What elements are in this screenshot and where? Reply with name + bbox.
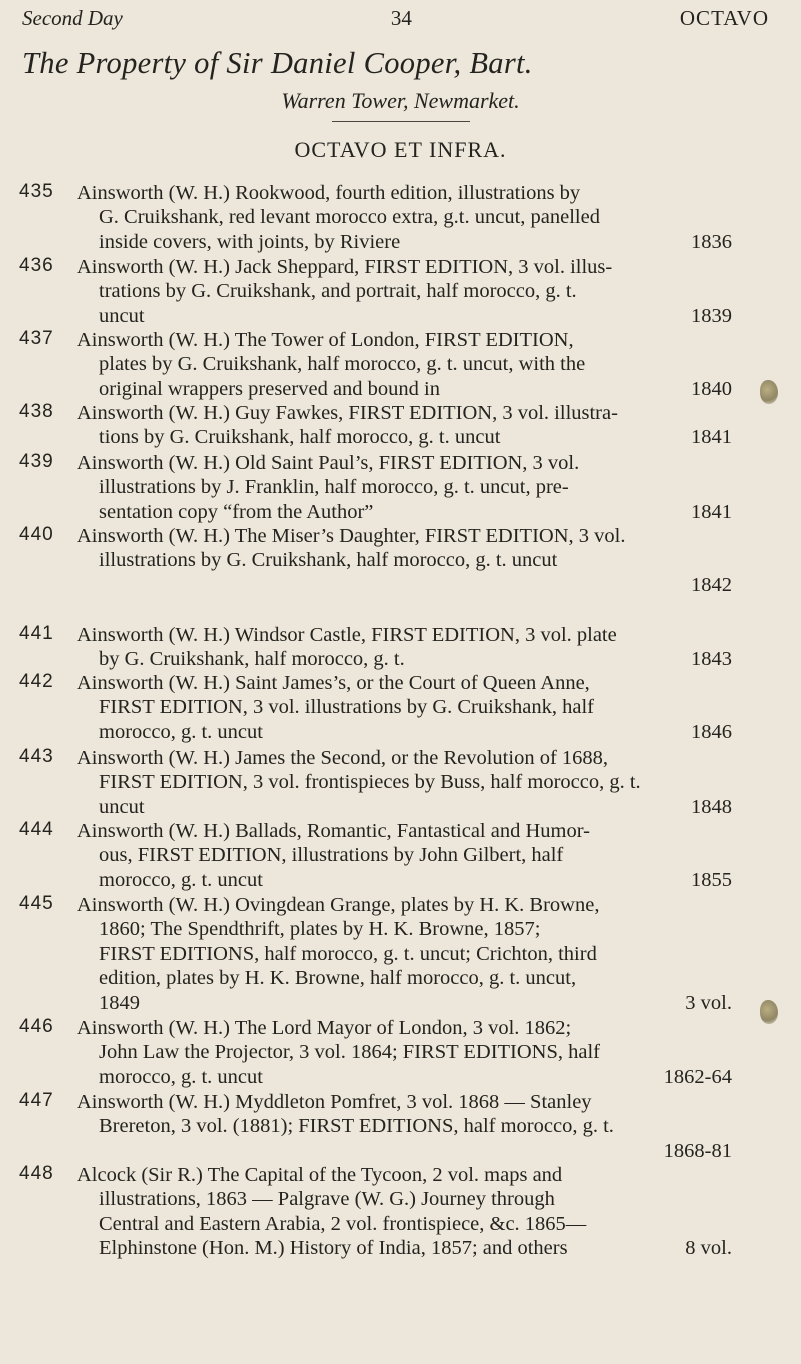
lot-description-line: plates by G. Cruikshank, half morocco, g. t. uncut, with the	[99, 353, 586, 376]
lot-date: 1868-81	[663, 1139, 732, 1162]
lot-description-line: 1849 3 vol.	[99, 991, 732, 1014]
foxing-spot	[760, 380, 778, 404]
lot-description-line: trations by G. Cruikshank, and portrait, half morocco, g. t.	[99, 280, 577, 303]
lot-description-line: Ainsworth (W. H.) The Lord Mayor of London, 3 vol. 1862;	[77, 1017, 572, 1039]
lot-date: 1841	[691, 500, 732, 523]
lot-description	[78, 819, 732, 892]
lot-description-line: sentation copy “from the Author” 1841	[99, 500, 732, 523]
lot-number: 444	[19, 819, 54, 840]
lot-description-line: uncut 1848	[99, 795, 732, 818]
lot-description	[78, 255, 732, 328]
lot-date: 1842	[691, 573, 732, 596]
lot-description-line: Ainsworth (W. H.) Saint James’s, or the Court of Queen Anne,	[77, 672, 590, 694]
lot-number: 441	[19, 623, 54, 644]
lot-description-line: Ainsworth (W. H.) Ballads, Romantic, Fantastical and Humor-	[77, 820, 590, 842]
lot-description-line: morocco, g. t. uncut 1846	[99, 720, 732, 743]
lot-description-line: uncut 1839	[99, 304, 732, 327]
lot-date: 1862-64	[663, 1065, 732, 1088]
lot-description	[78, 524, 732, 597]
page-title: The Property of Sir Daniel Cooper, Bart.	[22, 46, 533, 80]
running-head	[22, 6, 769, 31]
lot-date: 1843	[691, 648, 732, 671]
lot-number: 448	[19, 1163, 54, 1184]
lot-description-line: G. Cruikshank, red levant morocco extra, g.t. uncut, panelled	[99, 206, 600, 229]
lot-description-line: 1860; The Spendthrift, plates by H. K. Browne, 1857;	[99, 918, 541, 941]
lot-description-line	[78, 573, 732, 597]
lot-description-line: Ainsworth (W. H.) Ovingdean Grange, plates by H. K. Browne,	[77, 894, 600, 916]
lot-description	[78, 181, 732, 254]
lot-description-line: FIRST EDITION, 3 vol. frontispieces by Buss, half morocco, g. t.	[99, 771, 641, 794]
lot-description-line: Ainsworth (W. H.) Myddleton Pomfret, 3 vol. 1868 — Stanley	[77, 1091, 592, 1113]
lot-date: 8 vol.	[685, 1237, 732, 1260]
lot-description-line: inside covers, with joints, by Riviere 1836	[99, 230, 732, 253]
lot-description	[78, 746, 732, 819]
lot-date: 1848	[691, 795, 732, 818]
lot-description-line: Ainsworth (W. H.) The Miser’s Daughter, FIRST EDITION, 3 vol.	[77, 525, 626, 547]
lot-description-line: illustrations, 1863 — Palgrave (W. G.) Journey through	[99, 1188, 555, 1211]
lot-description-line: illustrations by G. Cruikshank, half morocco, g. t. uncut	[99, 549, 558, 572]
page-number: 34	[390, 6, 412, 30]
lot-description-line: morocco, g. t. uncut 1862-64	[99, 1065, 732, 1088]
lot-description-line: by G. Cruikshank, half morocco, g. t. 1843	[99, 648, 732, 671]
lot-date: 1846	[691, 720, 732, 743]
lot-description-line: illustrations by J. Franklin, half morocco, g. t. uncut, pre-	[99, 476, 569, 499]
lot-description-line	[78, 1139, 732, 1163]
lot-number: 446	[19, 1016, 54, 1037]
lot-description-line: Alcock (Sir R.) The Capital of the Tycoon, 2 vol. maps and	[77, 1164, 563, 1186]
lot-description-line: Ainsworth (W. H.) Windsor Castle, FIRST EDITION, 3 vol. plate	[77, 624, 617, 646]
lot-date: 1855	[691, 868, 732, 891]
lot-number: 436	[19, 255, 54, 276]
lot-description-line: Brereton, 3 vol. (1881); FIRST EDITIONS, half morocco, g. t.	[99, 1115, 614, 1138]
lot-date: 1841	[691, 426, 732, 449]
lot-description-line: Elphinstone (Hon. M.) History of India, 1857; and others 8 vol.	[99, 1237, 732, 1260]
lot-description	[78, 1163, 732, 1261]
lot-description-line: ous, FIRST EDITION, illustrations by John Gilbert, half	[99, 844, 564, 867]
page-subtitle: Warren Tower, Newmarket.	[281, 88, 520, 113]
lot-description	[78, 671, 732, 744]
title-rule	[332, 121, 470, 122]
lot-description-line: Ainsworth (W. H.) Jack Sheppard, FIRST EDITION, 3 vol. illus-	[77, 256, 613, 278]
lot-description-line: FIRST EDITIONS, half morocco, g. t. uncut; Crichton, third	[99, 942, 597, 965]
lot-number: 438	[19, 401, 54, 422]
lot-number: 442	[19, 671, 54, 692]
lot-description	[78, 451, 732, 524]
lot-description-line: morocco, g. t. uncut 1855	[99, 868, 732, 891]
lot-date: 1839	[691, 304, 732, 327]
lot-description	[78, 1016, 732, 1089]
lot-description-line: Ainsworth (W. H.) James the Second, or the Revolution of 1688,	[77, 747, 609, 769]
lot-description	[78, 328, 732, 401]
lot-description-line: Ainsworth (W. H.) Guy Fawkes, FIRST EDITION, 3 vol. illustra-	[77, 402, 618, 424]
lot-date: 3 vol.	[685, 991, 732, 1014]
lot-number: 447	[19, 1090, 54, 1111]
lot-description	[78, 1090, 732, 1163]
lot-description-line: tions by G. Cruikshank, half morocco, g. t. uncut 1841	[99, 426, 732, 449]
lot-date: 1840	[691, 377, 732, 400]
lot-description-line: Ainsworth (W. H.) The Tower of London, FIRST EDITION,	[77, 329, 574, 351]
lot-number: 440	[19, 524, 54, 545]
lot-description-line: Ainsworth (W. H.) Old Saint Paul’s, FIRST EDITION, 3 vol.	[77, 452, 580, 474]
lot-description-line: Ainsworth (W. H.) Rookwood, fourth edition, illustrations by	[77, 182, 581, 204]
lot-number: 439	[19, 451, 54, 472]
lot-number: 445	[19, 893, 54, 914]
lot-number: 437	[19, 328, 54, 349]
lot-description	[78, 401, 732, 450]
lot-description-line: Central and Eastern Arabia, 2 vol. frontispiece, &c. 1865—	[99, 1212, 587, 1235]
lot-description-line: FIRST EDITION, 3 vol. illustrations by G. Cruikshank, half	[99, 696, 595, 719]
running-head-day: Second Day	[22, 6, 123, 30]
lot-description-line: edition, plates by H. K. Browne, half morocco, g. t. uncut,	[99, 967, 577, 990]
lot-number: 435	[19, 181, 54, 202]
section-heading: OCTAVO ET INFRA.	[294, 137, 507, 162]
lot-date: 1836	[691, 230, 732, 253]
lot-description-line: original wrappers preserved and bound in 1840	[99, 377, 732, 400]
lot-number: 443	[19, 746, 54, 767]
running-head-format: OCTAVO	[679, 6, 769, 30]
lot-description-line: John Law the Projector, 3 vol. 1864; FIRST EDITIONS, half	[99, 1041, 600, 1064]
foxing-spot	[760, 1000, 778, 1024]
lot-description	[78, 623, 732, 672]
lot-description	[78, 893, 732, 1015]
